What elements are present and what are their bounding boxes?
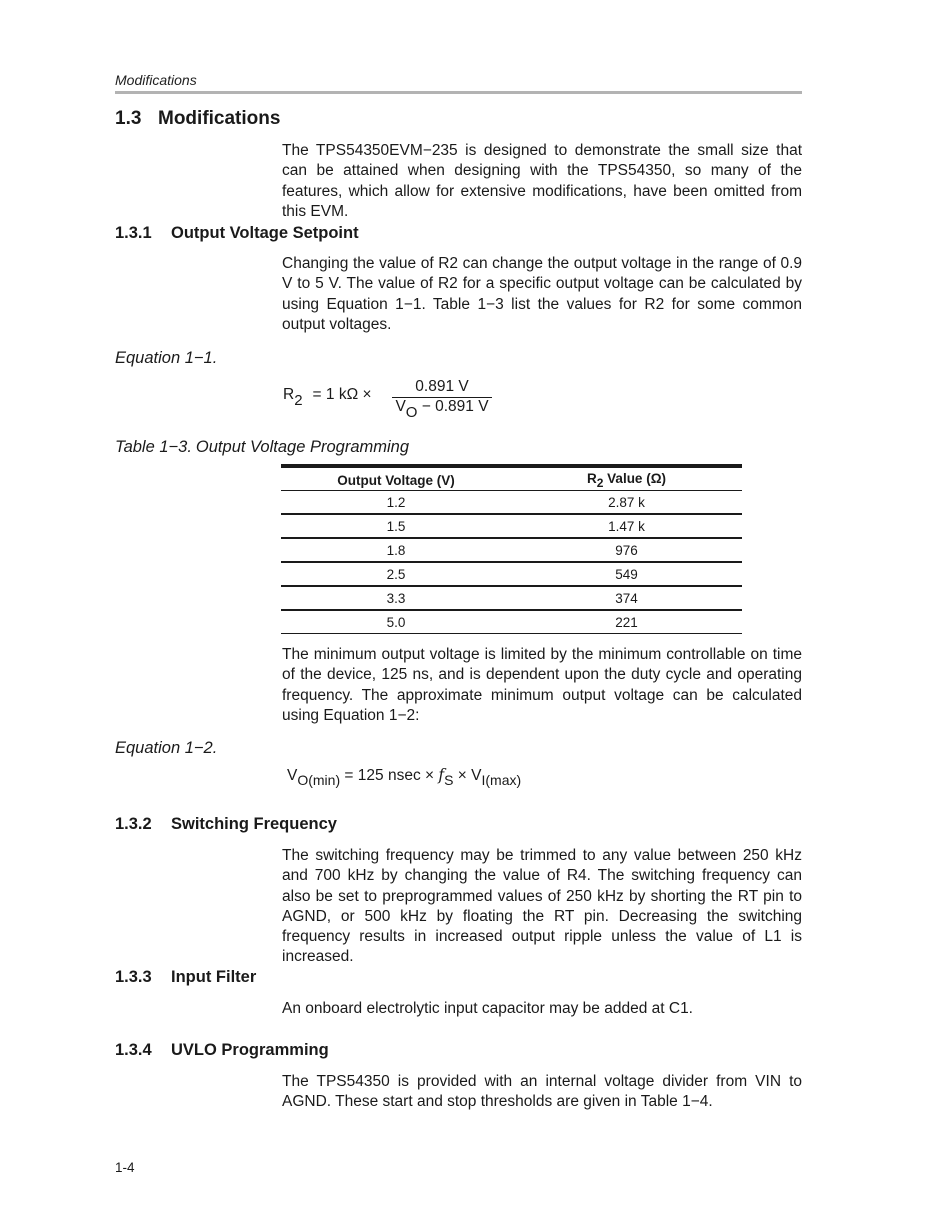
cell-voltage: 1.2 [281, 491, 511, 515]
table-row [281, 562, 742, 586]
fs-subscript: S [444, 772, 454, 788]
cell-voltage: 1.5 [281, 514, 511, 538]
equation-1-2 [287, 766, 521, 788]
switching-frequency-paragraph: The switching frequency may be trimmed to any value between 250 kHz and 700 kHz by changing the value of R4. The switching frequency can also be set to preprogrammed values of 250 kHz by shorting the RT pin to AGND, or 500 kHz by floating the RT pin. Decreasing the switching frequency results in increased output ripple unless the value of L1 is increased. [282, 847, 802, 966]
cell-voltage: 5.0 [281, 610, 511, 634]
subsection-heading-1-3-2 [115, 815, 337, 834]
subsection-number: 1.3.2 [115, 815, 152, 833]
times-sign: × [453, 767, 472, 784]
section-title: Modifications [158, 108, 281, 129]
min-voltage-paragraph: The minimum output voltage is limited by the minimum controllable on time of the device, 125 ns, and is dependent upon the duty cycle and operating frequency. The approximate minimum output voltage can be calculated using Equation 1−2: [282, 646, 802, 724]
cell-r2: 221 [511, 610, 742, 634]
vo-min-symbol: V [287, 767, 298, 784]
subsection-title: Switching Frequency [171, 815, 337, 833]
fraction-denominator [392, 398, 492, 421]
table-row [281, 610, 742, 634]
table-caption-title: Output Voltage Programming [195, 438, 410, 456]
output-voltage-table [281, 464, 742, 634]
cell-r2: 1.47 k [511, 514, 742, 538]
vo-subscript: O [405, 404, 418, 421]
vo-symbol: V [395, 398, 406, 415]
cell-r2: 549 [511, 562, 742, 586]
denominator-rest: − 0.891 V [417, 398, 489, 415]
subsection-heading-1-3-4 [115, 1041, 329, 1060]
equation-multiplier: = 1 kΩ × [312, 386, 372, 403]
setpoint-paragraph: Changing the value of R2 can change the output voltage in the range of 0.9 V to 5 V. The value of R2 for a specific output voltage can be calculated by using Equation 1−1. Table 1−3 list the values for R2 for some common output voltages. [282, 255, 802, 333]
cell-voltage: 3.3 [281, 586, 511, 610]
input-filter-paragraph: An onboard electrolytic input capacitor may be added at C1. [282, 1000, 693, 1017]
vi-max-symbol: V [471, 767, 482, 784]
subsection-number: 1.3.1 [115, 224, 152, 242]
equation-1-2-caption: Equation 1−2. [115, 739, 218, 757]
equation-middle: = 125 nsec × [340, 767, 439, 784]
section-heading [115, 108, 280, 130]
subsection-heading-1-3-1 [115, 224, 359, 243]
cell-r2: 374 [511, 586, 742, 610]
r2-symbol: R [586, 470, 597, 486]
subsection-number: 1.3.4 [115, 1041, 152, 1059]
column-header-output-voltage: Output Voltage (V) [281, 466, 511, 491]
subsection-number: 1.3.3 [115, 968, 152, 986]
section-number: 1.3 [115, 108, 142, 129]
cell-voltage: 2.5 [281, 562, 511, 586]
uvlo-paragraph: The TPS54350 is provided with an internal voltage divider from VIN to AGND. These start and stop thresholds are given in Table 1−4. [282, 1073, 802, 1111]
table-row [281, 538, 742, 562]
equation-fraction [392, 378, 492, 421]
fs-symbol: f [438, 766, 445, 784]
table-header-row [281, 466, 742, 491]
equation-1-1-caption: Equation 1−1. [115, 349, 218, 367]
equation-lhs [283, 386, 372, 409]
r-subscript: 2 [294, 392, 303, 409]
vi-max-subscript: I(max) [481, 772, 522, 788]
table-caption-label: Table 1−3. [115, 438, 192, 456]
column-header-r2-value [511, 466, 742, 491]
header-rule [115, 91, 802, 94]
r2-header-rest: Value (Ω) [603, 470, 667, 486]
subsection-title: Input Filter [171, 968, 257, 986]
r2-subscript: 2 [596, 475, 604, 490]
subsection-title: UVLO Programming [171, 1041, 329, 1059]
subsection-title: Output Voltage Setpoint [171, 224, 359, 242]
equation-1-1 [283, 378, 523, 422]
subsection-heading-1-3-3 [115, 968, 256, 987]
running-head: Modifications [115, 72, 197, 88]
vo-min-subscript: O(min) [297, 772, 341, 788]
page-number: 1-4 [115, 1160, 135, 1175]
table-1-3-caption [115, 438, 409, 457]
r-symbol: R [283, 386, 295, 403]
intro-paragraph: The TPS54350EVM−235 is designed to demonstrate the small size that can be attained when designing with the TPS54350, so many of the features, which allow for extensive modifications, have been omitted from this EVM. [282, 142, 802, 220]
cell-voltage: 1.8 [281, 538, 511, 562]
cell-r2: 976 [511, 538, 742, 562]
table-row [281, 514, 742, 538]
cell-r2: 2.87 k [511, 491, 742, 515]
fraction-numerator: 0.891 V [415, 378, 469, 395]
table-row [281, 586, 742, 610]
table-row [281, 491, 742, 515]
